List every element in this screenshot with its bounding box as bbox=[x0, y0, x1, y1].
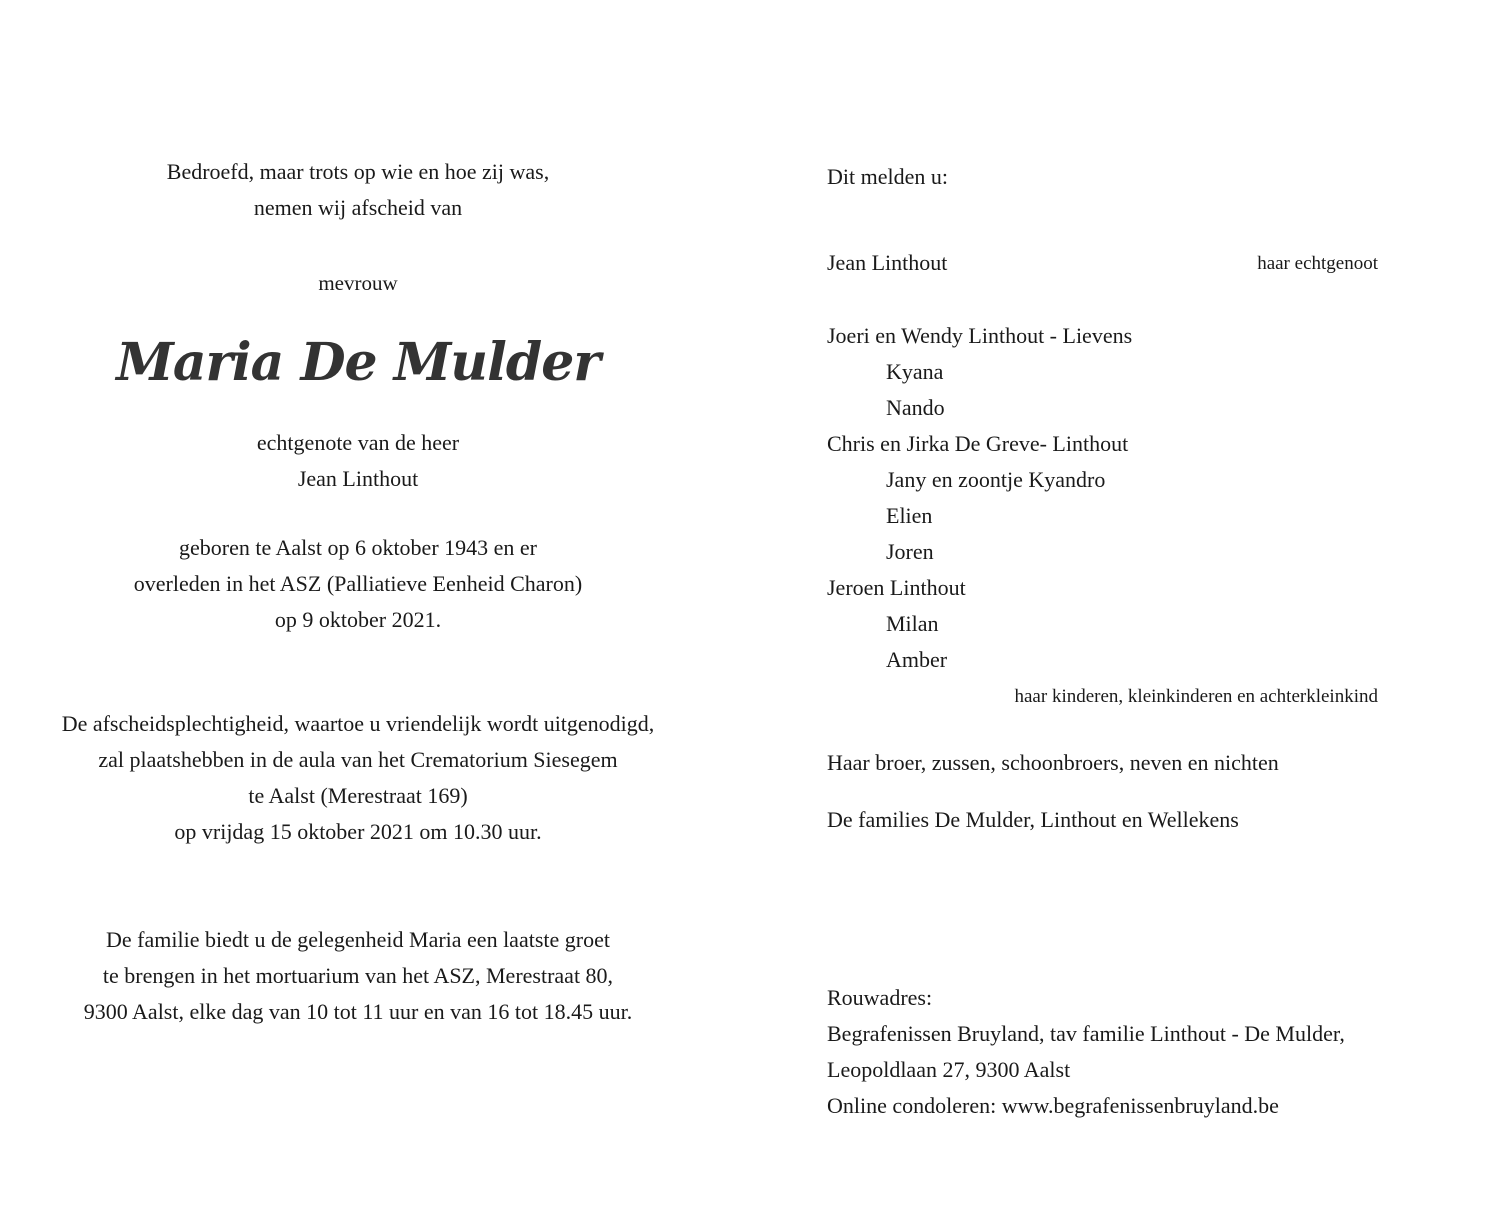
condolence-line: Online condoleren: www.begrafenissenbruyland.be bbox=[827, 1093, 1279, 1118]
families-line: De families De Mulder, Linthout en Wellekens bbox=[827, 807, 1239, 832]
ceremony-line: zal plaatshebben in de aula van het Crematorium Siesegem bbox=[98, 747, 618, 772]
grandchild: Kyana bbox=[886, 359, 944, 384]
announcement-heading: Dit melden u: bbox=[827, 164, 948, 189]
ceremony-line: op vrijdag 15 oktober 2021 om 10.30 uur. bbox=[174, 819, 542, 844]
grandchild: Nando bbox=[886, 395, 945, 420]
address-line: Leopoldlaan 27, 9300 Aalst bbox=[827, 1057, 1071, 1082]
honorific: mevrouw bbox=[318, 271, 398, 295]
grandchild: Amber bbox=[886, 647, 948, 672]
spouse-line: Jean Linthout bbox=[297, 466, 419, 491]
relatives-line: Haar broer, zussen, schoonbroers, neven en nichten bbox=[827, 750, 1279, 775]
visit-line: te brengen in het mortuarium van het ASZ, Merestraat 80, bbox=[102, 963, 614, 988]
life-line: overleden in het ASZ (Palliatieve Eenheid Charon) bbox=[133, 571, 583, 596]
life-line: geboren te Aalst op 6 oktober 1943 en er bbox=[178, 535, 537, 560]
grandchild: Joren bbox=[886, 539, 934, 564]
ceremony-line: De afscheidsplechtigheid, waartoe u vriendelijk wordt uitgenodigd, bbox=[61, 711, 655, 736]
spouse-name: Jean Linthout bbox=[827, 250, 948, 275]
intro-line: Bedroefd, maar trots op wie en hoe zij was, bbox=[166, 159, 550, 184]
left-column bbox=[0, 0, 716, 1214]
visit-line: De familie biedt u de gelegenheid Maria een laatste groet bbox=[106, 927, 610, 952]
spouse-line: echtgenote van de heer bbox=[256, 430, 460, 455]
family-member: Joeri en Wendy Linthout - Lievens bbox=[827, 323, 1133, 348]
visit-line: 9300 Aalst, elke dag van 10 tot 11 uur en van 16 tot 18.45 uur. bbox=[83, 999, 633, 1024]
ceremony-line: te Aalst (Merestraat 169) bbox=[248, 783, 468, 808]
spouse-role: haar echtgenoot bbox=[1257, 253, 1378, 274]
intro-line: nemen wij afscheid van bbox=[253, 195, 463, 220]
family-member: Jeroen Linthout bbox=[827, 575, 966, 600]
address-heading: Rouwadres: bbox=[827, 985, 933, 1010]
address-line: Begrafenissen Bruyland, tav familie Linthout - De Mulder, bbox=[827, 1021, 1345, 1046]
grandchild: Milan bbox=[886, 611, 939, 636]
family-role: haar kinderen, kleinkinderen en achterkleinkind bbox=[1014, 686, 1378, 707]
deceased-name: Maria De Mulder bbox=[116, 332, 600, 393]
life-line: op 9 oktober 2021. bbox=[274, 607, 442, 632]
grandchild: Jany en zoontje Kyandro bbox=[886, 467, 1106, 492]
grandchild: Elien bbox=[886, 503, 933, 528]
right-column bbox=[827, 0, 1509, 1214]
family-member: Chris en Jirka De Greve- Linthout bbox=[827, 431, 1129, 456]
